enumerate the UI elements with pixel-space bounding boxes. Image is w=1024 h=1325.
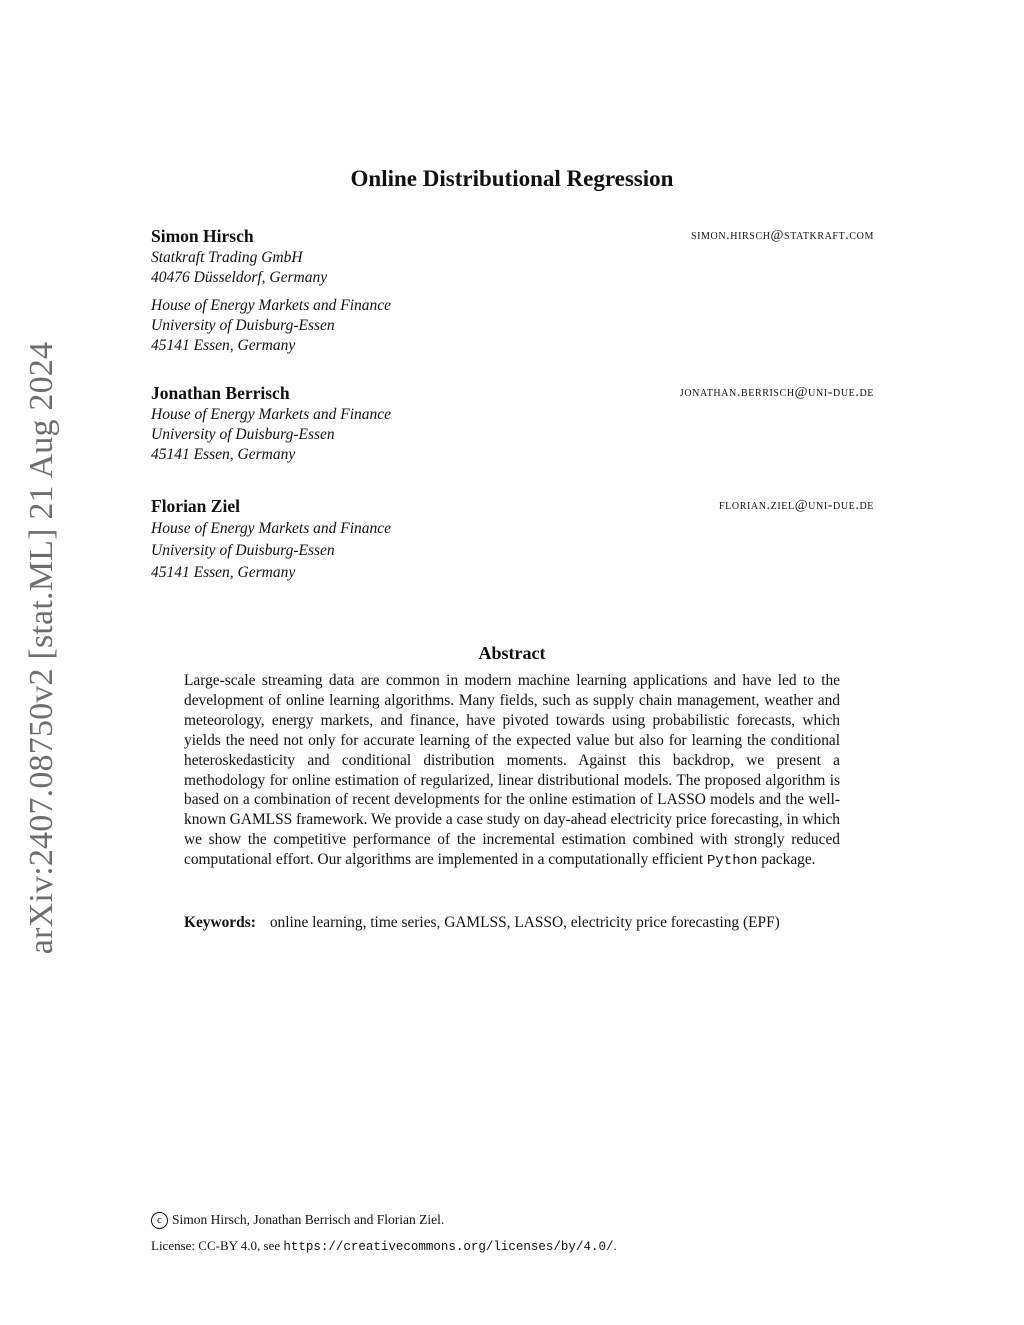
affiliation-line: Statkraft Trading GmbH bbox=[151, 249, 303, 266]
keywords-line bbox=[184, 913, 840, 933]
affiliation-line: House of Energy Markets and Finance bbox=[151, 297, 392, 314]
license-suffix: . bbox=[613, 1238, 617, 1253]
affiliation-line: 45141 Essen, Germany bbox=[151, 564, 296, 581]
code-word-python: Python bbox=[707, 853, 758, 870]
license-prefix: License: CC-BY 4.0, see bbox=[151, 1238, 284, 1253]
author-block-3 bbox=[151, 496, 874, 584]
abstract-text bbox=[184, 671, 840, 872]
copyright-circle-icon: c bbox=[151, 1212, 168, 1229]
abstract-heading: Abstract bbox=[478, 643, 546, 663]
author-name: Jonathan Berrisch bbox=[151, 383, 290, 403]
affiliation-line: 45141 Essen, Germany bbox=[151, 446, 296, 463]
copyright-text: Simon Hirsch, Jonathan Berrisch and Florian Ziel. bbox=[172, 1212, 445, 1227]
author-name: Florian Ziel bbox=[151, 496, 240, 516]
keywords-text: online learning, time series, GAMLSS, LASSO, electricity price forecasting (EPF) bbox=[269, 914, 780, 931]
affiliation-line: University of Duisburg-Essen bbox=[151, 317, 335, 334]
paper-title: Online Distributional Regression bbox=[350, 166, 674, 191]
affiliation-line: 40476 Düsseldorf, Germany bbox=[151, 269, 328, 286]
affiliation-line: 45141 Essen, Germany bbox=[151, 337, 296, 354]
author-email[interactable]: simon.hirsch@statkraft.com bbox=[690, 228, 874, 243]
abstract-main-text: Large-scale streaming data are common in modern machine learning applications and have led to the development of online learning algorithms. Many fields, such as supply chain management, weather and meteorology, energy markets, and finance, have pivoted towards using probabilistic forecasts, which yields the need not only for accurate learning of the expected value but also for learning the conditional heteroskedasticity and conditional distribution moments. Against this backdrop, we present a methodology for online estimation of regularized, linear distributional models. The proposed algorithm is based on a combination of recent developments for the online estimation of LASSO models and the well-known GAMLSS framework. We provide a case study on day-ahead electricity price forecasting, in which we show the competitive performance of the incremental estimation combined with strongly reduced computational effort. Our algorithms are implemented in a computationally efficient bbox=[184, 672, 840, 869]
author-email[interactable]: jonathan.berrisch@uni-due.de bbox=[679, 385, 874, 400]
abstract-tail-text: package. bbox=[757, 851, 816, 869]
author-name: Simon Hirsch bbox=[151, 226, 254, 246]
affiliation-line: University of Duisburg-Essen bbox=[151, 426, 335, 443]
copyright-line bbox=[151, 1212, 874, 1229]
author-email[interactable]: florian.ziel@uni-due.de bbox=[719, 498, 874, 513]
license-link[interactable]: https://creativecommons.org/licenses/by/4.0/ bbox=[283, 1240, 614, 1254]
affiliation-line: University of Duisburg-Essen bbox=[151, 542, 335, 559]
license-line bbox=[151, 1238, 874, 1254]
author-block-1 bbox=[151, 226, 874, 356]
affiliation-line: House of Energy Markets and Finance bbox=[151, 406, 392, 423]
keywords-label: Keywords: bbox=[184, 914, 256, 931]
arxiv-identifier-stamp: arXiv:2407.08750v2 [stat.ML] 21 Aug 2024 bbox=[23, 341, 60, 955]
affiliation-line: House of Energy Markets and Finance bbox=[151, 520, 392, 537]
author-block-2 bbox=[151, 383, 874, 465]
